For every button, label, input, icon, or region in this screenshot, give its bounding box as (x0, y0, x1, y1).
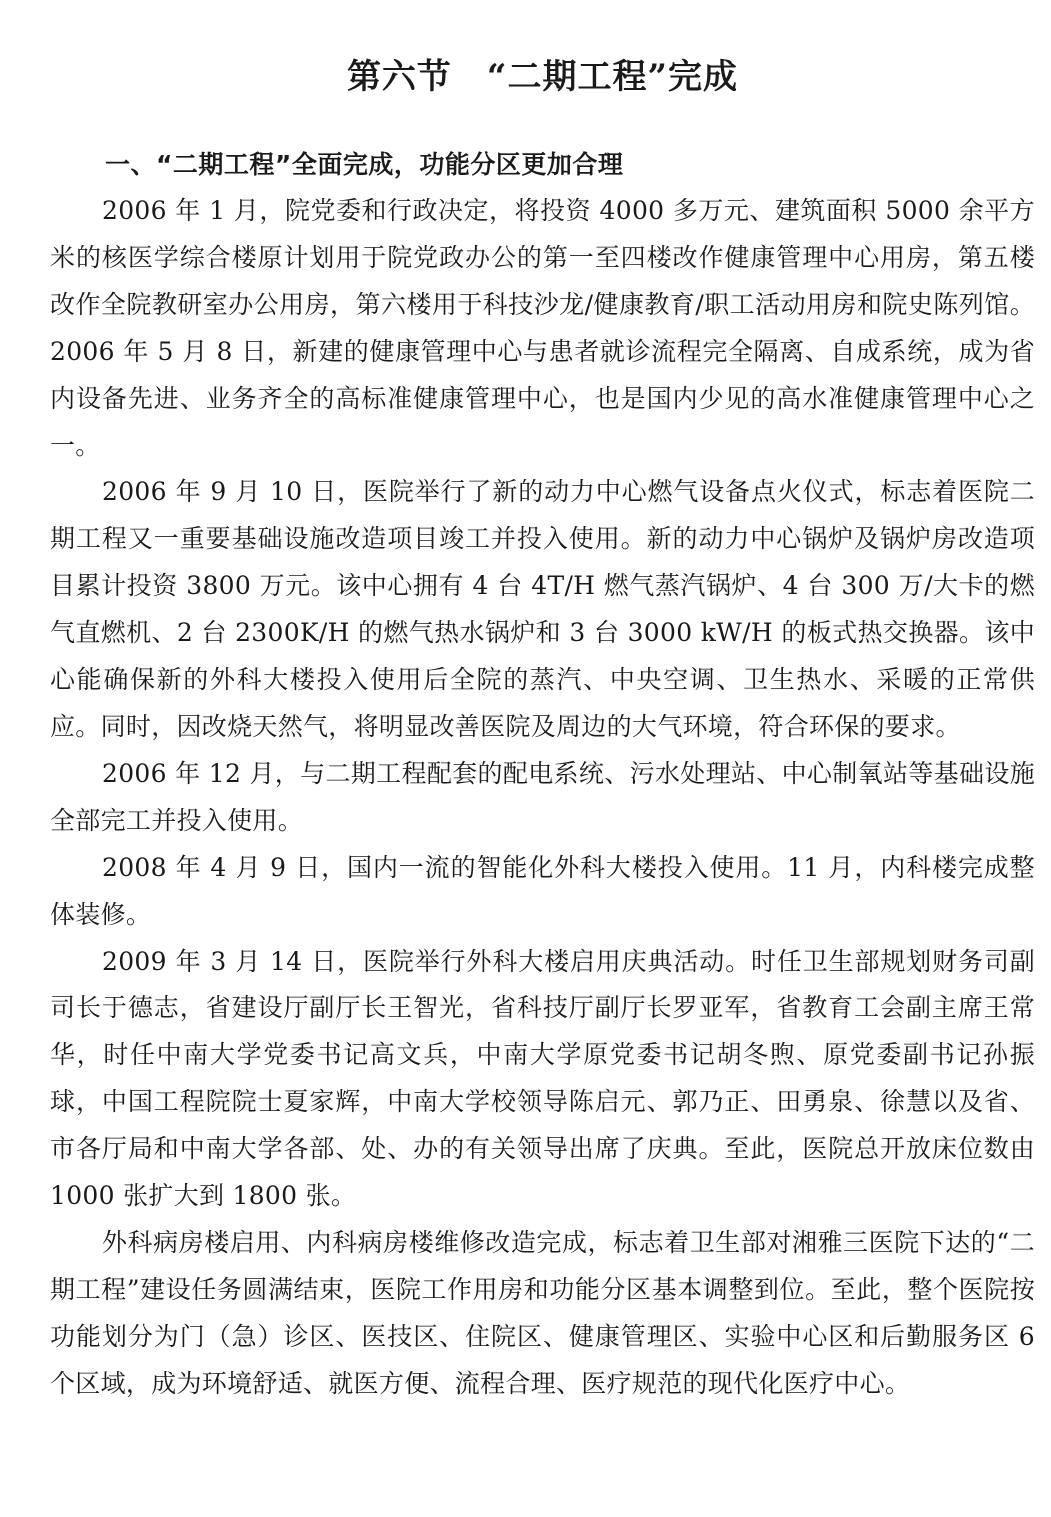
paragraph-conclusion: 外科病房楼启用、内科病房楼维修改造完成，标志着卫生部对湘雅三医院下达的“二期工程”建设任务圆满结束，医院工作用房和功能分区基本调整到位。至此，整个医院按功能划分为门（急）诊区、医技区、住院区、健康管理区、实验中心区和后勤服务区 6 个区域，成为环境舒适、就医方便、流程合理、医疗规范的现代化医疗中心。 (50, 1227, 1035, 1398)
paragraph-2006-sep: 2006 年 9 月 10 日，医院举行了新的动力中心燃气设备点火仪式，标志着医院二期工程又一重要基础设施改造项目竣工并投入使用。新的动力中心锅炉及锅炉房改造项目累计投资 3800 万元。该中心拥有 4 台 4T/H 燃气蒸汽锅炉、4 台 300 万/大卡的燃气直燃机、2 台 2300K/H 的燃气热水锅炉和 3 台 3000 kW/H 的板式热交换器。该中心能确保新的外科大楼投入使用后全院的蒸汽、中央空调、卫生热水、采暖的正常供应。同时，因改烧天然气，将明显改善医院及周边的大气环境，符合环保的要求。 (50, 477, 1035, 741)
document-page (50, 52, 1035, 1408)
paragraph-2006-jan: 2006 年 1 月，院党委和行政决定，将投资 4000 多万元、建筑面积 5000 余平方米的核医学综合楼原计划用于院党政办公的第一至四楼改作健康管理中心用房，第五楼改作全院教研室办公用房，第六楼用于科技沙龙/健康教育/职工活动用房和院史陈列馆。2006 年 5 月 8 日，新建的健康管理中心与患者就诊流程完全隔离、自成系统，成为省内设备先进、业务齐全的高标准健康管理中心，也是国内少见的高水准健康管理中心之一。 (50, 196, 1035, 460)
paragraph-2009-mar: 2009 年 3 月 14 日，医院举行外科大楼启用庆典活动。时任卫生部规划财务司副司长于德志，省建设厅副厅长王智光，省科技厅副厅长罗亚军，省教育工会副主席王常华，时任中南大学党委书记高文兵，中南大学原党委书记胡冬煦、原党委副书记孙振球，中国工程院院士夏家辉，中南大学校领导陈启元、郭乃正、田勇泉、徐慧以及省、市各厅局和中南大学各部、处、办的有关领导出席了庆典。至此，医院总开放床位数由 1000 张扩大到 1800 张。 (50, 946, 1035, 1211)
paragraph-2006-dec: 2006 年 12 月，与二期工程配套的配电系统、污水处理站、中心制氧站等基础设施全部完工并投入使用。 (50, 758, 1035, 835)
section-title: 第六节 “二期工程”完成 (346, 57, 739, 97)
subsection-title: 一、“二期工程”全面完成，功能分区更加合理 (105, 150, 624, 179)
paragraph-2008-apr: 2008 年 4 月 9 日，国内一流的智能化外科大楼投入使用。11 月，内科楼完成整体装修。 (50, 852, 1035, 929)
